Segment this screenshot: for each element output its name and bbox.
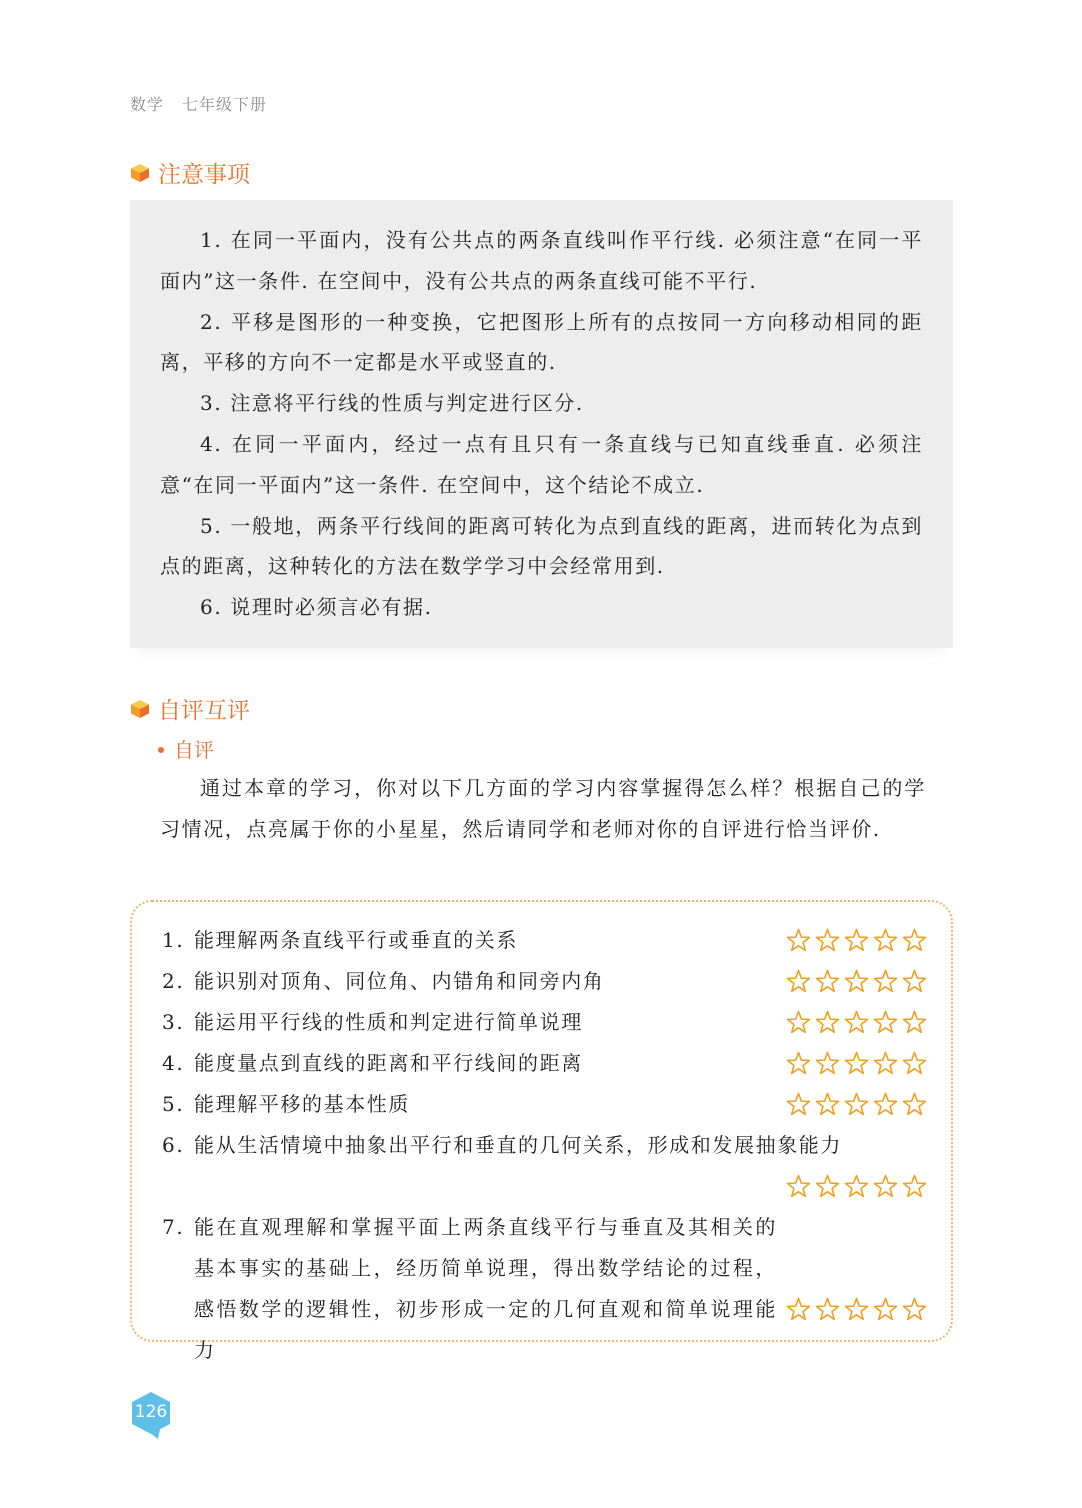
star-outline-icon[interactable] xyxy=(786,1010,811,1035)
notes-section-title xyxy=(130,156,250,189)
star-outline-icon[interactable] xyxy=(844,1092,869,1117)
eval-item xyxy=(162,920,927,961)
note-1: 1. 在同一平面内，没有公共点的两条直线叫作平行线. 必须注意“在同一平面内”这一条件. 在空间中，没有公共点的两条直线可能不平行. xyxy=(160,228,923,293)
evaluation-intro: 通过本章的学习，你对以下几方面的学习内容掌握得怎么样？根据自己的学习情况，点亮属于你的小星星，然后请同学和老师对你的自评进行恰当评价. xyxy=(160,776,926,841)
star-outline-icon[interactable] xyxy=(844,1010,869,1035)
item-number: 7. xyxy=(162,1215,185,1239)
cube-icon xyxy=(130,163,150,183)
star-outline-icon[interactable] xyxy=(815,1297,840,1322)
star-outline-icon[interactable] xyxy=(873,1010,898,1035)
item-number: 5. xyxy=(162,1092,185,1116)
star-outline-icon[interactable] xyxy=(902,1297,927,1322)
star-outline-icon[interactable] xyxy=(902,1092,927,1117)
star-rating[interactable] xyxy=(786,969,927,994)
item-text: 能从生活情境中抽象出平行和垂直的几何关系，形成和发展抽象能力 xyxy=(194,1133,842,1157)
star-outline-icon[interactable] xyxy=(815,1010,840,1035)
star-outline-icon[interactable] xyxy=(844,969,869,994)
star-outline-icon[interactable] xyxy=(873,1092,898,1117)
item-text: 能识别对顶角、同位角、内错角和同旁内角 xyxy=(194,969,605,993)
item-text: 能度量点到直线的距离和平行线间的距离 xyxy=(194,1051,583,1075)
item-number: 6. xyxy=(162,1133,185,1157)
star-outline-icon[interactable] xyxy=(844,1297,869,1322)
evaluation-box xyxy=(130,900,953,1362)
bullet-dot xyxy=(158,747,164,753)
item-text: 能在直观理解和掌握平面上两条直线平行与垂直及其相关的基本事实的基础上，经历简单说理，得出数学结论的过程，感悟数学的逻辑性，初步形成一定的几何直观和简单说理能力 xyxy=(194,1215,777,1362)
evaluation-section-title xyxy=(130,692,250,725)
item-number: 3. xyxy=(162,1010,185,1034)
item-text: 能理解平移的基本性质 xyxy=(194,1092,410,1116)
note-3: 3. 注意将平行线的性质与判定进行区分. xyxy=(200,391,584,416)
star-outline-icon[interactable] xyxy=(902,928,927,953)
running-header xyxy=(130,92,267,115)
star-outline-icon[interactable] xyxy=(873,1051,898,1076)
star-outline-icon[interactable] xyxy=(786,969,811,994)
cube-icon xyxy=(130,699,150,719)
header-subject: 数学 xyxy=(130,95,165,114)
star-outline-icon[interactable] xyxy=(815,1051,840,1076)
eval-item xyxy=(162,1207,927,1371)
note-6: 6. 说理时必须言必有据. xyxy=(200,595,433,620)
evaluation-title: 自评互评 xyxy=(158,698,250,724)
eval-item xyxy=(162,1002,927,1043)
notes-title: 注意事项 xyxy=(158,162,250,188)
eval-item xyxy=(162,1125,927,1166)
item-number: 1. xyxy=(162,928,185,952)
star-rating[interactable] xyxy=(786,928,927,953)
star-outline-icon[interactable] xyxy=(873,969,898,994)
eval-item xyxy=(162,1084,927,1125)
page-number: 126 xyxy=(134,1402,168,1422)
star-outline-icon[interactable] xyxy=(902,969,927,994)
star-outline-icon[interactable] xyxy=(786,1297,811,1322)
star-outline-icon[interactable] xyxy=(786,1051,811,1076)
item-text: 能理解两条直线平行或垂直的关系 xyxy=(194,928,518,952)
star-rating[interactable] xyxy=(786,1051,927,1076)
note-4: 4. 在同一平面内，经过一点有且只有一条直线与已知直线垂直. 必须注意“在同一平面内”这一条件. 在空间中，这个结论不成立. xyxy=(160,431,923,497)
star-outline-icon[interactable] xyxy=(873,1297,898,1322)
star-outline-icon[interactable] xyxy=(815,1092,840,1117)
star-outline-icon[interactable] xyxy=(873,928,898,953)
star-outline-icon[interactable] xyxy=(815,1174,840,1199)
eval-item xyxy=(162,1043,927,1084)
item-text: 能运用平行线的性质和判定进行简单说理 xyxy=(194,1010,583,1034)
item-number: 2. xyxy=(162,969,185,993)
star-outline-icon[interactable] xyxy=(815,969,840,994)
self-eval-subtitle xyxy=(158,734,214,763)
note-5: 5. 一般地，两条平行线间的距离可转化为点到直线的距离，进而转化为点到点的距离，这种转化的方法在数学学习中会经常用到. xyxy=(160,513,923,579)
star-outline-icon[interactable] xyxy=(902,1174,927,1199)
star-outline-icon[interactable] xyxy=(844,1174,869,1199)
eval-item xyxy=(162,961,927,1002)
star-rating[interactable] xyxy=(786,1297,927,1322)
item-number: 4. xyxy=(162,1051,185,1075)
star-outline-icon[interactable] xyxy=(815,928,840,953)
star-rating[interactable] xyxy=(786,1010,927,1035)
star-outline-icon[interactable] xyxy=(786,928,811,953)
star-outline-icon[interactable] xyxy=(786,1174,811,1199)
star-outline-icon[interactable] xyxy=(902,1010,927,1035)
star-outline-icon[interactable] xyxy=(844,928,869,953)
star-outline-icon[interactable] xyxy=(873,1174,898,1199)
subtitle-text: 自评 xyxy=(174,738,214,762)
star-rating[interactable] xyxy=(786,1092,927,1117)
header-grade: 七年级下册 xyxy=(182,95,268,114)
note-2: 2. 平移是图形的一种变换，它把图形上所有的点按同一方向移动相同的距离，平移的方向不一定都是水平或竖直的. xyxy=(160,309,923,375)
star-outline-icon[interactable] xyxy=(902,1051,927,1076)
notes-box xyxy=(130,200,953,648)
star-outline-icon[interactable] xyxy=(844,1051,869,1076)
star-outline-icon[interactable] xyxy=(786,1092,811,1117)
star-rating[interactable] xyxy=(786,1174,927,1199)
